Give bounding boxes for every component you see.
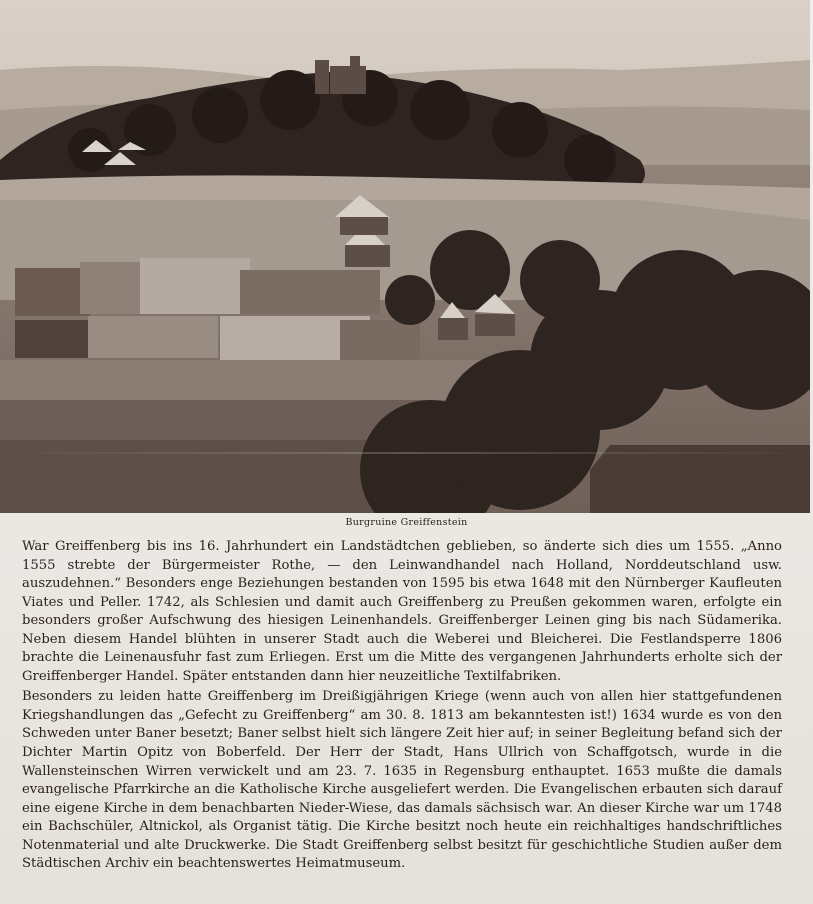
- paragraph-1: War Greiffenberg bis ins 16. Jahrhundert ein Landstädtchen geblieben, so änderte sich dies um 1555. „Anno 1555 strebte der Bürgermeister Rothe, — den Leinwandhandel nach Holland, Norddeutschland usw. auszudehnen.“ Besonders enge Beziehungen bestanden von 1595 bis etwa 1648 mit den Nürnberger Kaufleuten Viates und Peller. 1742, als Schlesien und damit auch Greiffenberg zu Preußen gekommen waren, erfolgte ein besonders großer Aufschwung des hiesigen Leinenhandels. Greiffenberger Leinen ging bis nach Südamerika. Neben diesem Handel blühten in unserer Stadt auch die Weberei und Bleicherei. Die Festlandsperre 1806 brachte die Leinenausfuhr fast zum Erliegen. Erst um die Mitte des vergangenen Jahrhunderts erholte sich der Greiffenberger Handel. Später entstanden dann hier neuzeitliche Textilfabriken.: [22, 539, 782, 684]
- photo-caption: Burgruine Greiffenstein: [345, 517, 468, 528]
- body-text: [22, 538, 782, 874]
- paragraph-2: Besonders zu leiden hatte Greiffenberg im Dreißigjährigen Kriege (wenn auch von allen hier stattgefundenen Kriegshandlungen das „Gefecht zu Greiffenberg“ am 30. 8. 1813 am bekanntesten ist!) 1634 wurde es von den Schweden unter Baner besetzt; Baner selbst hielt sich längere Zeit hier auf; in seiner Begleitung befand sich der Dichter Martin Opitz von Boberfeld. Der Herr der Stadt, Hans Ullrich von Schaffgotsch, wurde in die Wallensteinschen Wirren verwickelt und am 23. 7. 1635 in Regensburg enthauptet. 1653 mußte die damals evangelische Pfarrkirche an die Katholische Kirche ausgeliefert werden. Die Evangelischen erbauten sich darauf eine eigene Kirche in dem benachbarten Nieder-Wiese, das damals sächsisch war. An dieser Kirche war um 1748 ein Bachschüler, Altnickol, als Organist tätig. Die Kirche besitzt noch heute ein reichhaltiges handschriftliches Notenmaterial und alte Druckwerke. Die Stadt Greiffenberg selbst besitzt für geschichtliche Studien außer dem Städtischen Archiv ein beachtenswertes Heimatmuseum.: [22, 689, 782, 872]
